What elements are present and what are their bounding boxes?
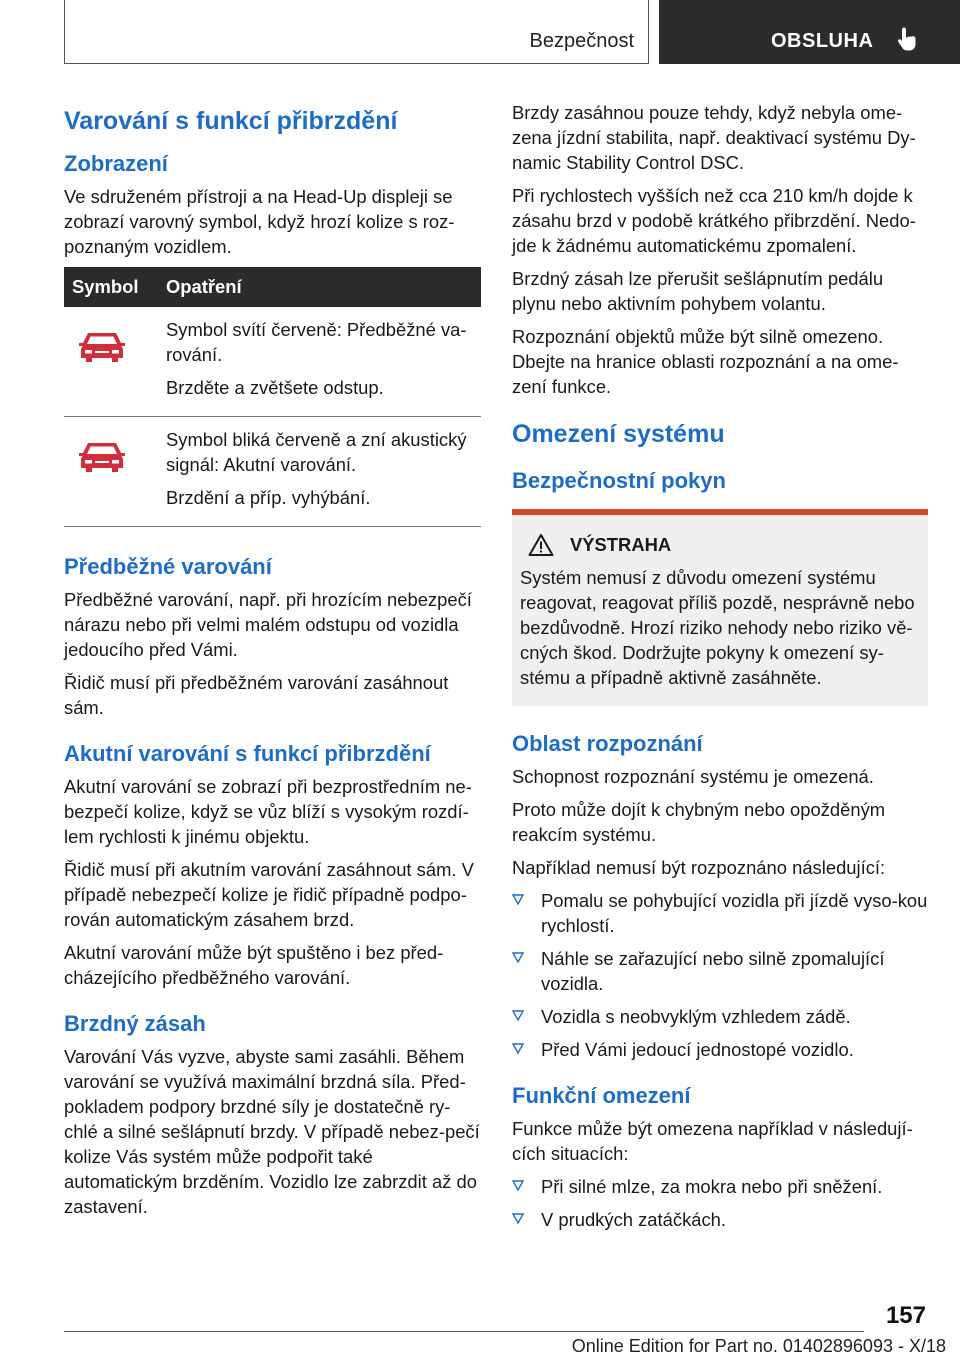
paragraph: Akutní varování se zobrazí při bezprostředním ne-bezpečí kolize, když se vůz blíží s vysokým rozdí-lem rychlosti k jinému objektu. [64,776,472,847]
list-item-text: Před Vámi jedoucí jednostopé vozidlo. [541,1039,854,1060]
hand-pointer-icon [897,26,919,52]
warning-text: Systém nemusí z důvodu omezení systému reagovat, reagovat příliš pozdě, nesprávně nebo bezdůvodně. Hrozí riziko nehody nebo riziko vě-cných škod. Dodržujte pokyny k omezení sy-stému a případně aktivně zasáhněte. [520,567,915,688]
warning-box [512,509,928,706]
table-header-symbol: Symbol [64,267,158,307]
triangle-bullet-icon [512,893,524,905]
left-column [64,100,481,1227]
table-cell-action [158,307,481,417]
header-section-box [64,0,649,64]
list-item-text: V prudkých zatáčkách. [541,1209,727,1230]
table-row [64,417,481,527]
section-title-braking-warning: Varování s funkcí přibrzdění [64,107,398,135]
symbol-table [64,267,481,527]
warning-title-text: VÝSTRAHA [570,534,672,555]
list-item [512,1207,928,1232]
header-chapter-label: OBSLUHA [771,30,874,52]
triangle-bullet-icon [512,1212,524,1224]
heading-braking-intervention: Brzdný zásah [64,1011,206,1036]
heading-detection-range: Oblast rozpoznání [512,731,703,756]
table-cell-symbol [64,417,158,527]
table-header-action: Opatření [158,267,481,307]
footer-edition: Online Edition for Part no. 01402896093 - X/18 [571,1336,946,1356]
list-item-text: Vozidla s neobvyklým vzhledem zádě. [541,1006,851,1027]
list-item [512,946,928,996]
paragraph: Brzdný zásah lze přerušit sešlápnutím pedálu plynu nebo aktivním pohybem volantu. [512,268,884,314]
footer-divider [64,1331,864,1332]
paragraph: Řidič musí při předběžném varování zasáhnout sám. [64,672,449,718]
table-row [64,307,481,417]
heading-acute-warning: Akutní varování s funkcí přibrzdění [64,741,431,766]
table-header-row [64,267,481,307]
triangle-bullet-icon [512,951,524,963]
list-item [512,888,928,938]
list-item [512,1037,928,1062]
list-item-text: Pomalu se pohybující vozidla při jízdě vyso-kou rychlostí. [541,890,928,936]
paragraph: Rozpoznání objektů může být silně omezeno. Dbejte na hranice oblasti rozpoznání a na ome-zení funkce. [512,326,899,397]
header-section-title: Bezpečnost [529,30,634,52]
paragraph: Při rychlostech vyšších než cca 210 km/h dojde k zásahu brzd v podobě krátkého přibrzdění. Nedo-jde k žádnému automatickému zpomalení. [512,185,916,256]
table-cell-action [158,417,481,527]
detection-list [512,888,928,1062]
table-cell-symbol [64,307,158,417]
list-item [512,1174,928,1199]
triangle-bullet-icon [512,1179,524,1191]
paragraph: Funkce může být omezena například v následují-cích situacích: [512,1118,913,1164]
section-title-system-limits: Omezení systému [512,420,725,448]
paragraph: Schopnost rozpoznání systému je omezená. [512,766,874,787]
list-item-text: Náhle se zařazující nebo silně zpomalující vozidla. [541,948,885,994]
heading-display: Zobrazení [64,151,168,176]
table-text: Brzdění a příp. vyhýbání. [166,487,371,508]
table-text: Symbol bliká červeně a zní akustický signál: Akutní varování. [166,429,467,475]
list-item [512,1004,928,1029]
functional-limits-list [512,1174,928,1232]
warning-triangle-icon [528,533,554,557]
warning-title [520,533,920,557]
header-chapter-tab[interactable] [659,0,960,64]
paragraph: Proto může dojít k chybným nebo opožděným reakcím systému. [512,799,886,845]
table-text: Symbol svítí červeně: Předběžné va-rování. [166,319,467,365]
list-item-text: Při silné mlze, za mokra nebo při sněžení. [541,1176,883,1197]
right-column [512,100,928,1240]
paragraph: Akutní varování může být spuštěno i bez před-cházejícího předběžného varování. [64,942,444,988]
paragraph: Předběžné varování, např. při hrozícím nebezpečí nárazu nebo při velmi malém odstupu od vozidla jedoucího před Vámi. [64,589,472,660]
paragraph: Ve sdruženém přístroji a na Head-Up displeji se zobrazí varovný symbol, když hrozí kolize s roz-poznaným vozidlem. [64,186,455,257]
paragraph: Například nemusí být rozpoznáno následující: [512,857,886,878]
triangle-bullet-icon [512,1042,524,1054]
table-text: Brzděte a zvětšete odstup. [166,377,384,398]
paragraph: Brzdy zasáhnou pouze tehdy, když nebyla ome-zena jízdní stabilita, např. deaktivací systému Dy-namic Stability Control DSC. [512,102,916,173]
paragraph: Řidič musí při akutním varování zasáhnout sám. V případě nebezpečí kolize je řidič případně podpo-rován automatickým zásahem brzd. [64,859,474,930]
heading-safety-note: Bezpečnostní pokyn [512,468,726,493]
car-front-icon [76,439,128,473]
triangle-bullet-icon [512,1009,524,1021]
car-front-icon [76,329,128,363]
page-number: 157 [885,1302,926,1329]
heading-pre-warning: Předběžné varování [64,554,272,579]
paragraph: Varování Vás vyzve, abyste sami zasáhli. Během varování se využívá maximální brzdná síla. Před-pokladem podpory brzdné síly je dostatečně ry-chlé a silné sešlápnutí brzdy. V případě nebez-pečí kolize Vás systém může podpořit také automatickým brzděním. Vozidlo lze zabrzdit až do zastavení. [64,1046,480,1217]
heading-functional-limits: Funkční omezení [512,1083,691,1108]
